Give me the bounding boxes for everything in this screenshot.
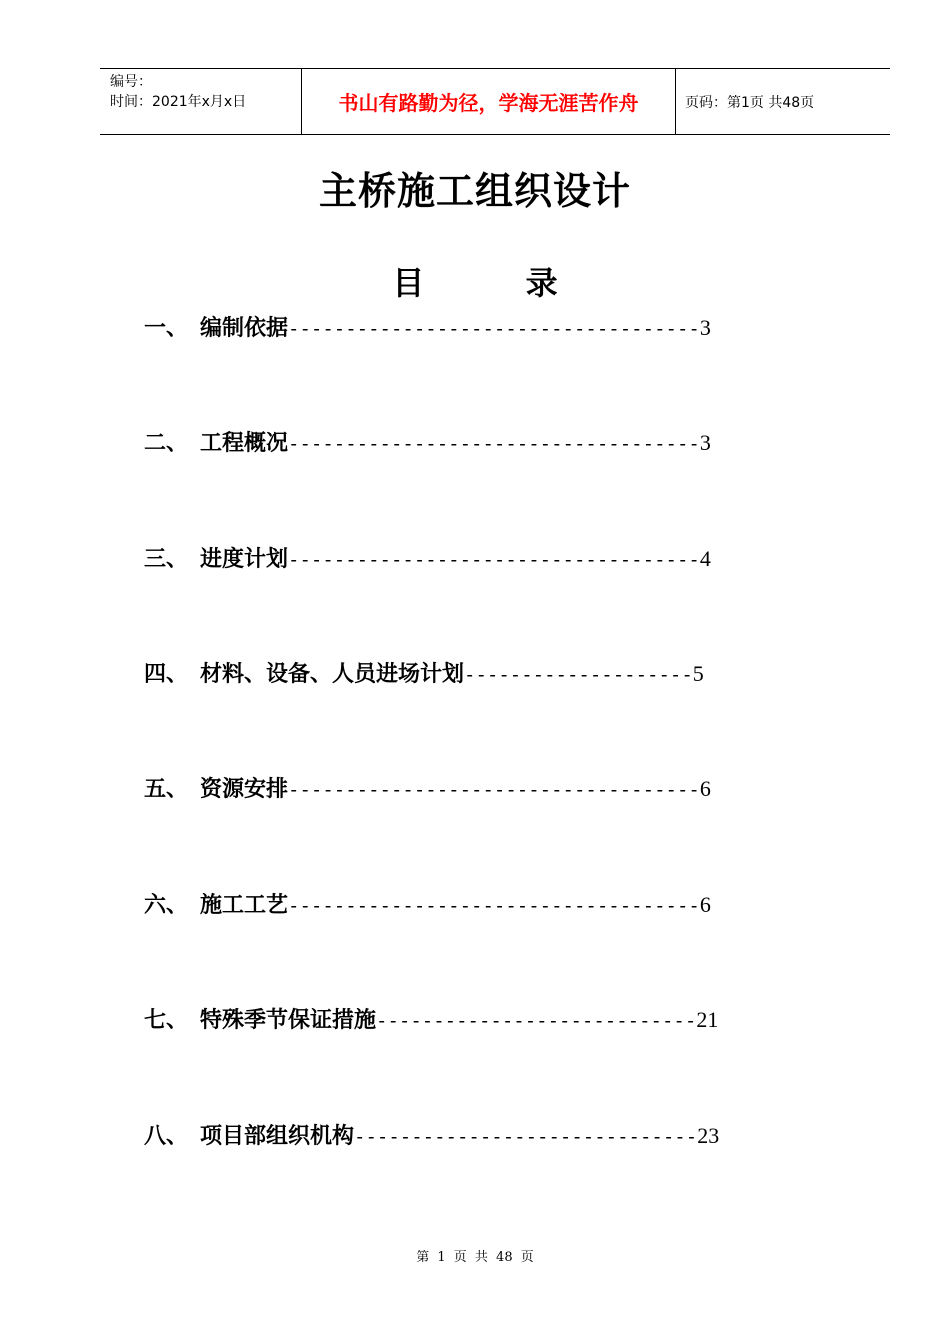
toc-item-number: 二、 <box>144 430 189 456</box>
toc-item-leader: ------------------------------------ <box>288 895 700 917</box>
toc-item-label: 资源安排 <box>200 776 289 802</box>
document-title: 主桥施工组织设计 <box>318 168 631 213</box>
toc-item-leader: ------------------------------------ <box>288 779 700 801</box>
toc-item-page: 6 <box>699 892 711 917</box>
toc-item-leader: ---------------------------- <box>376 1010 697 1032</box>
toc-item-label: 特殊季节保证措施 <box>200 1007 377 1033</box>
toc-item[interactable] <box>144 1121 719 1152</box>
toc-item-page: 21 <box>696 1007 719 1032</box>
toc-item-label: 进度计划 <box>200 546 289 572</box>
toc-item[interactable] <box>144 890 711 921</box>
toc-item-number: 八、 <box>144 1123 189 1149</box>
toc-item-leader: ------------------------------------ <box>288 549 700 571</box>
toc-item[interactable] <box>144 774 711 805</box>
toc-item-number: 四、 <box>144 661 189 687</box>
toc-item-number: 五、 <box>144 776 189 802</box>
toc-item-leader: ------------------------------------ <box>288 433 700 455</box>
toc-title: 目 录 <box>392 264 558 302</box>
toc-item[interactable] <box>144 313 711 344</box>
toc-item-number: 七、 <box>144 1007 189 1033</box>
toc-item-page: 5 <box>692 661 704 686</box>
toc-item-leader: -------------------- <box>464 664 693 686</box>
toc-item-page: 4 <box>699 546 711 571</box>
header-left-cell <box>100 69 301 134</box>
time-label: 时间：2021年x月x日 <box>110 94 247 110</box>
toc-item[interactable] <box>144 659 704 690</box>
toc-item-number: 一、 <box>144 315 189 341</box>
toc-item-number: 六、 <box>144 892 189 918</box>
header-page-info: 页码：第1页 共48页 <box>685 94 815 111</box>
toc-item-leader: ------------------------------------ <box>288 318 700 340</box>
toc-item[interactable] <box>144 544 711 575</box>
page-footer: 第 1 页 共 48 页 <box>416 1250 534 1265</box>
toc-item-page: 3 <box>699 430 711 455</box>
serial-label: 编号： <box>110 74 152 90</box>
toc-item-page: 23 <box>697 1123 720 1148</box>
toc-item-label: 编制依据 <box>200 315 289 341</box>
toc-item-page: 3 <box>699 315 711 340</box>
toc-item-label: 项目部组织机构 <box>200 1123 355 1149</box>
toc-item[interactable] <box>144 428 711 459</box>
toc-item-number: 三、 <box>144 546 189 572</box>
toc-item-label: 施工工艺 <box>200 892 289 918</box>
toc-item-label: 工程概况 <box>200 430 289 456</box>
toc-item-label: 材料、设备、人员进场计划 <box>200 661 465 687</box>
page-header <box>100 68 890 135</box>
toc-item[interactable] <box>144 1005 718 1036</box>
toc-item-page: 6 <box>699 776 711 801</box>
header-motto: 书山有路勤为径，学海无涯苦作舟 <box>301 69 676 134</box>
toc-item-leader: ------------------------------ <box>354 1126 698 1148</box>
